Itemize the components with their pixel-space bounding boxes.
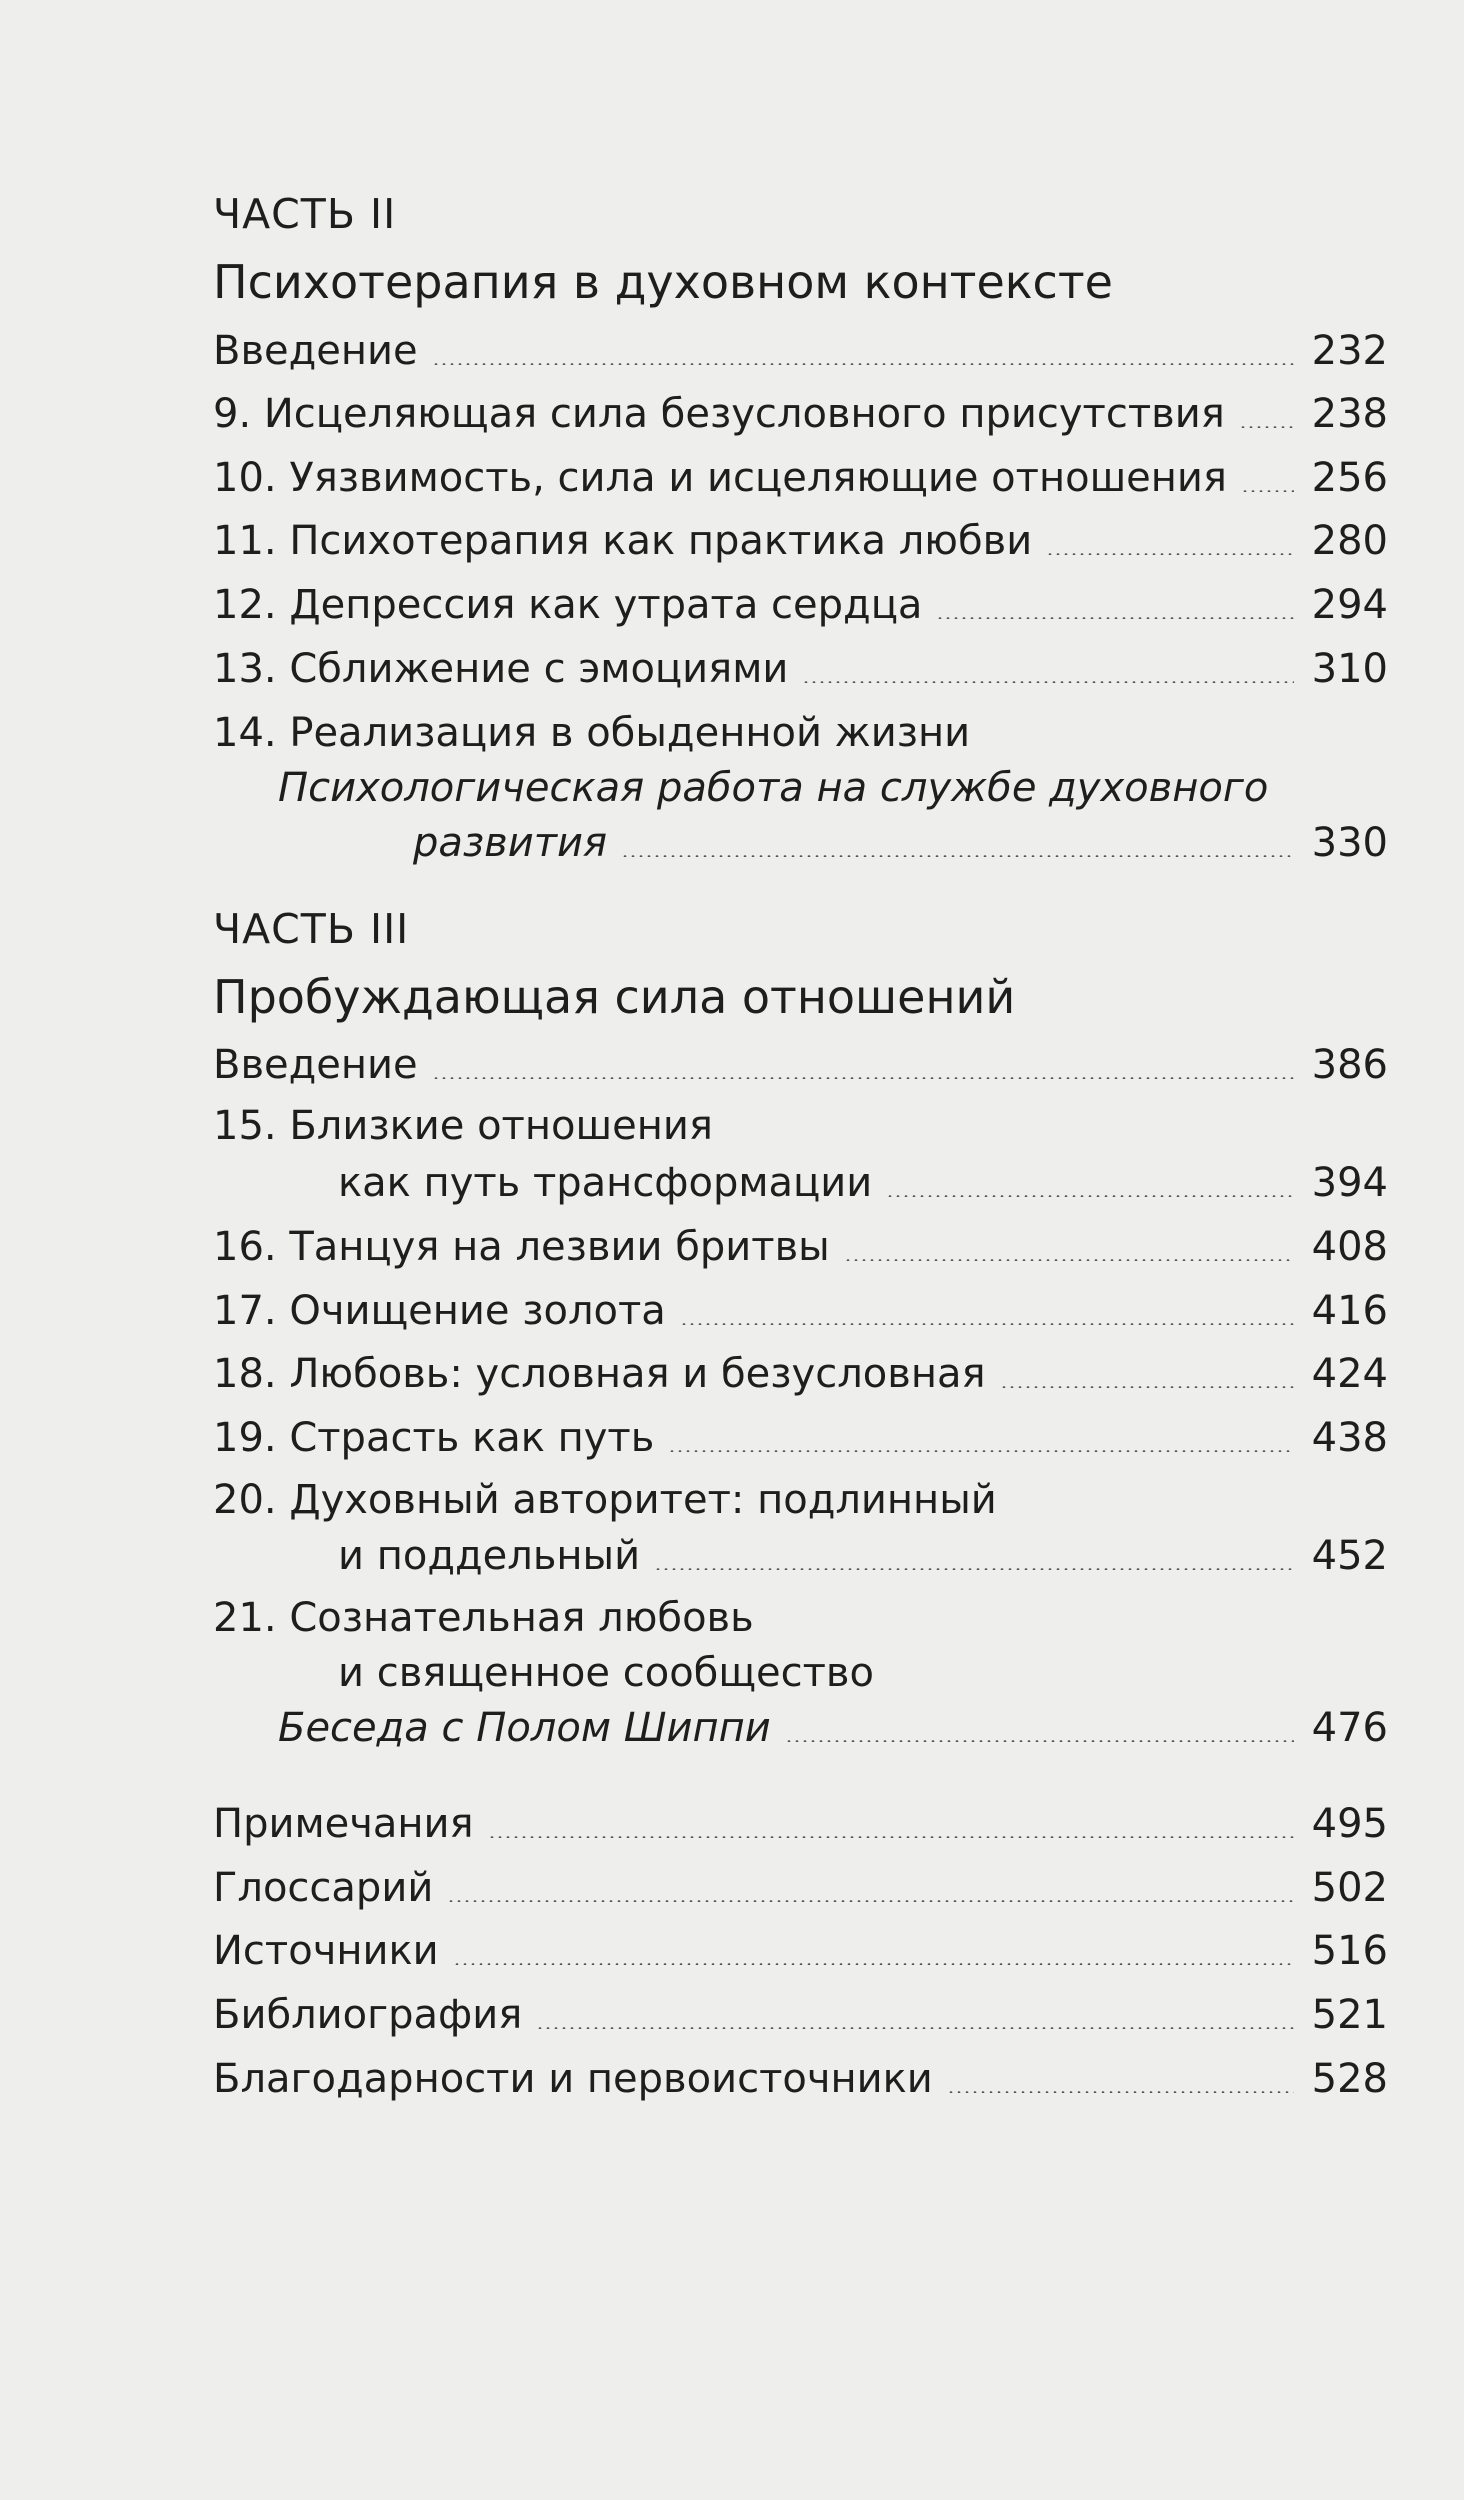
leader-dots: [680, 1323, 1294, 1325]
toc-entry: [338, 1150, 1388, 1206]
toc-entry-title: 15. Близкие отношения: [213, 1103, 713, 1149]
leader-dots: [1000, 1386, 1294, 1388]
leader-dots: [668, 1450, 1294, 1452]
toc-entry-page: 521: [1311, 1992, 1388, 2038]
leader-dots: [432, 363, 1294, 365]
toc-entry-page: 256: [1311, 455, 1388, 501]
toc-entry-page: 294: [1311, 582, 1388, 628]
toc-entry-title: Введение: [213, 1042, 418, 1088]
toc-entry-title: Библиография: [213, 1992, 523, 2038]
leader-dots: [947, 2091, 1294, 2093]
toc-entry-page: 495: [1311, 1801, 1388, 1847]
toc-entry: [213, 1791, 1388, 1847]
toc-entry-page: 452: [1311, 1533, 1388, 1579]
toc-entry-page: 386: [1311, 1042, 1388, 1088]
toc-entry-title: Источники: [213, 1928, 439, 1974]
leader-dots: [802, 681, 1294, 683]
leader-dots: [844, 1259, 1294, 1261]
toc-entry: [213, 508, 1388, 564]
leader-dots: [785, 1740, 1294, 1742]
leader-dots: [536, 2027, 1294, 2029]
toc-entry-title: как путь трансформации: [338, 1160, 873, 1206]
toc-entry-title: 10. Уязвимость, сила и исцеляющие отношения: [213, 455, 1227, 501]
toc-entry: [213, 1405, 1388, 1461]
part-3-label: ЧАСТЬ III: [213, 905, 410, 953]
toc-entry-page: 238: [1311, 391, 1388, 437]
toc-entry-page: 502: [1311, 1865, 1388, 1911]
toc-entry-title: Примечания: [213, 1801, 474, 1847]
toc-entry-page: 280: [1311, 518, 1388, 564]
toc-entry-title: 11. Психотерапия как практика любви: [213, 518, 1033, 564]
toc-entry-title: 19. Страсть как путь: [213, 1415, 655, 1461]
toc-entry-page: 476: [1311, 1705, 1388, 1751]
toc-entry-subtitle: Беседа с Полом Шиппи: [278, 1705, 771, 1751]
toc-entry: [213, 1278, 1388, 1334]
leader-dots: [936, 617, 1294, 619]
leader-dots: [1046, 553, 1294, 555]
toc-entry: [278, 1695, 1388, 1751]
toc-entry: [213, 318, 1388, 374]
toc-entry-page: 232: [1311, 328, 1388, 374]
toc-entry-page: 438: [1311, 1415, 1388, 1461]
toc-entry: [213, 636, 1388, 692]
toc-entry: [213, 572, 1388, 628]
toc-entry-title: 20. Духовный авторитет: подлинный: [213, 1477, 997, 1523]
leader-dots: [453, 1963, 1294, 1965]
part-3-title: Пробуждающая сила отношений: [213, 970, 1016, 1024]
toc-entry: [213, 1855, 1388, 1911]
toc-entry-page: 330: [1311, 820, 1388, 866]
toc-entry-page: 310: [1311, 646, 1388, 692]
toc-entry: [213, 445, 1388, 501]
toc-entry-title: Благодарности и первоисточники: [213, 2056, 933, 2102]
toc-entry-title: и священное сообщество: [338, 1650, 874, 1696]
leader-dots: [1239, 426, 1294, 428]
toc-entry-page: 528: [1311, 2056, 1388, 2102]
toc-entry: [213, 1982, 1388, 2038]
toc-entry-title: Глоссарий: [213, 1865, 434, 1911]
toc-entry-title: 21. Сознательная любовь: [213, 1595, 754, 1641]
toc-entry: [213, 1918, 1388, 1974]
part-2-title: Психотерапия в духовном контексте: [213, 255, 1113, 309]
toc-entry-title: 13. Сближение с эмоциями: [213, 646, 789, 692]
toc-entry: [413, 810, 1388, 866]
toc-entry: [338, 1523, 1388, 1579]
leader-dots: [432, 1077, 1294, 1079]
toc-entry-page: 408: [1311, 1224, 1388, 1270]
leader-dots: [621, 855, 1294, 857]
leader-dots: [886, 1195, 1294, 1197]
leader-dots: [1241, 490, 1294, 492]
leader-dots: [447, 1900, 1294, 1902]
toc-entry-subtitle: Психологическая работа на службе духовного: [278, 765, 1269, 811]
toc-entry-title: 12. Депрессия как утрата сердца: [213, 582, 923, 628]
toc-entry-page: 416: [1311, 1288, 1388, 1334]
toc-entry-title: 9. Исцеляющая сила безусловного присутствия: [213, 391, 1225, 437]
toc-entry: [213, 381, 1388, 437]
toc-entry-page: 424: [1311, 1351, 1388, 1397]
toc-entry-page: 394: [1311, 1160, 1388, 1206]
toc-entry-subtitle: развития: [413, 820, 608, 866]
part-2-label: ЧАСТЬ II: [213, 190, 397, 238]
toc-entry-page: 516: [1311, 1928, 1388, 1974]
leader-dots: [488, 1836, 1294, 1838]
toc-entry: [213, 2046, 1388, 2102]
toc-entry: [213, 1341, 1388, 1397]
toc-entry-title: Введение: [213, 328, 418, 374]
toc-entry: [213, 1032, 1388, 1088]
toc-entry-title: 16. Танцуя на лезвии бритвы: [213, 1224, 830, 1270]
toc-entry-title: 17. Очищение золота: [213, 1288, 666, 1334]
toc-entry: [213, 1214, 1388, 1270]
toc-entry-title: и поддельный: [338, 1533, 641, 1579]
toc-entry-title: 14. Реализация в обыденной жизни: [213, 710, 971, 756]
toc-entry-title: 18. Любовь: условная и безусловная: [213, 1351, 986, 1397]
leader-dots: [654, 1568, 1294, 1570]
